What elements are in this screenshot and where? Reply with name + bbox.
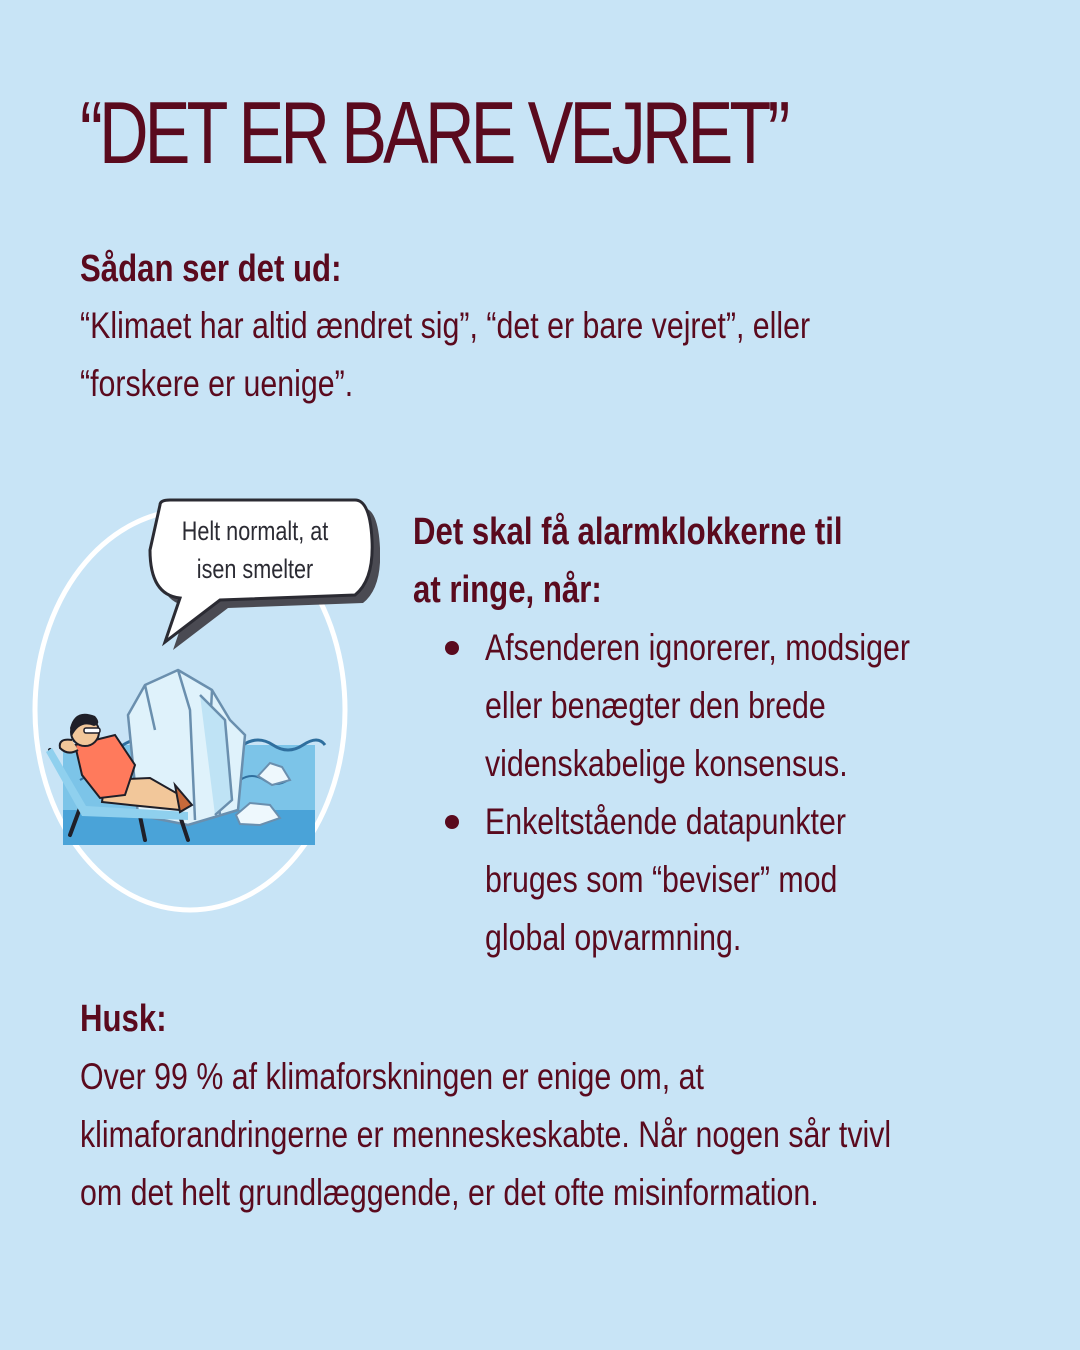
alarm-bullet	[443, 793, 1003, 967]
speech-line: isen smelter	[196, 554, 314, 584]
remember-text-line: om det helt grundlæggende, er det ofte misinformation.	[80, 1172, 819, 1213]
page-title: “DET ER BARE VEJRET”	[80, 83, 787, 182]
bullet-line: Enkeltstående datapunkter	[485, 801, 846, 842]
bullet-line: Afsenderen ignorerer, modsiger	[485, 627, 911, 668]
bullet-dot-icon	[445, 815, 459, 829]
alarm-heading: Det skal få alarmklokkerne til	[413, 511, 843, 553]
alarm-heading: at ringe, når:	[413, 569, 602, 611]
bullet-dot-icon	[445, 641, 459, 655]
alarm-bullet-list	[443, 619, 1003, 967]
remember-text-line: klimaforandringerne er menneskeskabte. Når nogen sår tvivl	[80, 1114, 892, 1155]
alarm-bullet	[443, 619, 1003, 793]
bullet-line: eller benægter den brede	[485, 685, 826, 726]
speech-line: Helt normalt, at	[181, 516, 329, 546]
bullet-line: bruges som “beviser” mod	[485, 859, 838, 900]
looks-like-text-line: “Klimaet har altid ændret sig”, “det er bare vejret”, eller	[80, 305, 811, 346]
bullet-line: videnskabelige konsensus.	[485, 743, 848, 784]
remember-heading: Husk:	[80, 998, 167, 1040]
looks-like-text-line: “forskere er uenige”.	[80, 363, 354, 404]
remember-text-line: Over 99 % af klimaforskningen er enige om, at	[80, 1056, 704, 1097]
bullet-line: global opvarmning.	[485, 917, 742, 958]
looks-like-heading: Sådan ser det ud:	[80, 248, 342, 290]
speech-bubble-text	[160, 512, 350, 588]
